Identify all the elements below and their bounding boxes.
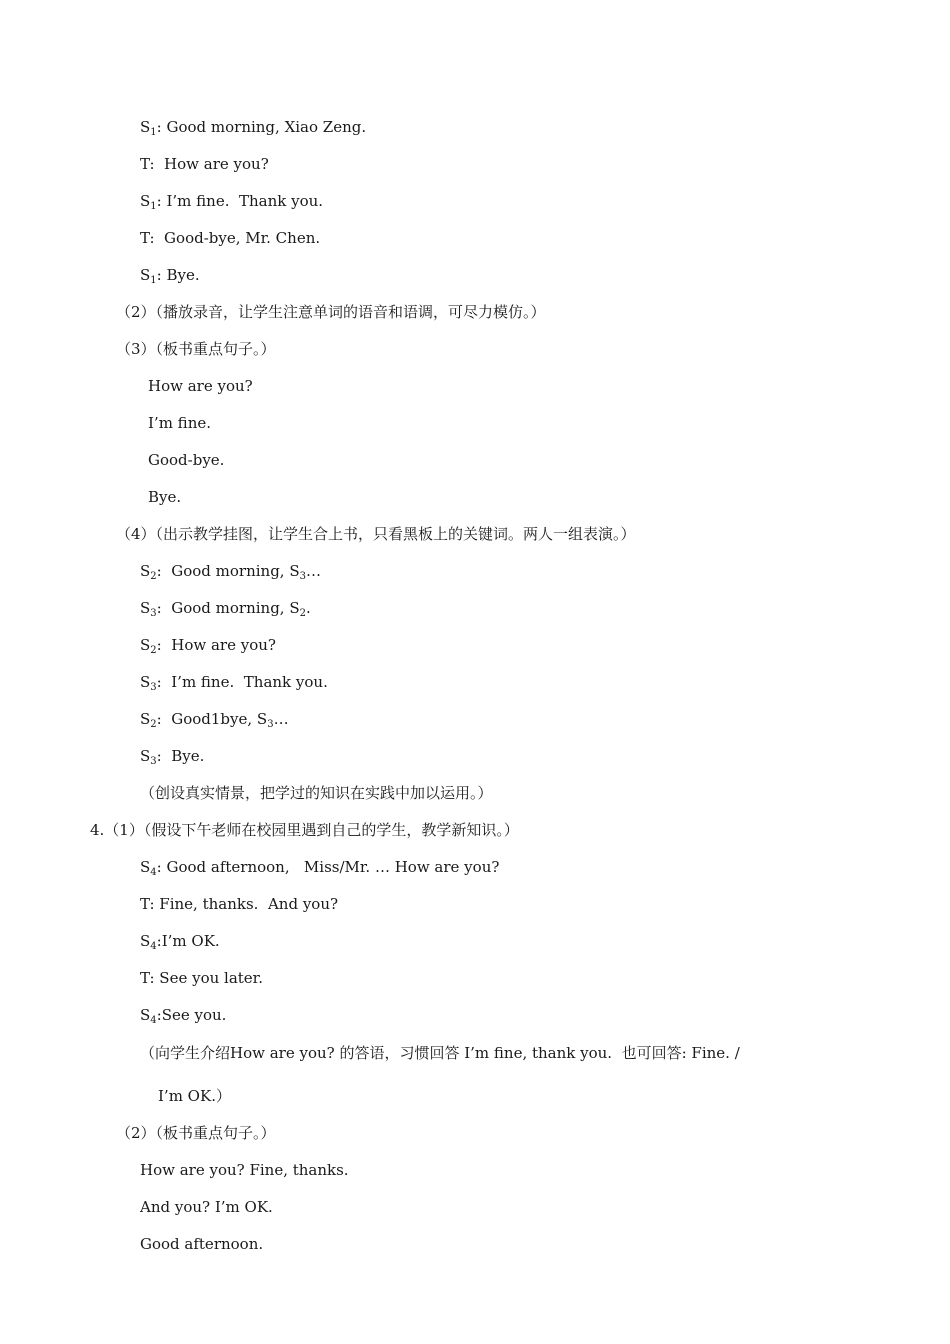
note-line: I’m OK.） [158,1087,231,1105]
dialogue-line: T: Fine, thanks. And you? [140,895,339,913]
key-sentence: How are you? Fine, thanks. [140,1161,349,1179]
key-sentence: How are you? [148,377,253,395]
dialogue-line: $S_1$: Good morning, Xiao Zeng. [140,118,367,138]
dialogue-line: $S_1$: I’m fine. Thank you. [140,192,324,212]
dialogue-line: $S_1$: Bye. [140,266,200,286]
dialogue-line: $S_2$: Good morning, $S_3\dots$ [140,562,321,582]
dialogue-line: $S_3$: I’m fine. Thank you. [140,673,328,693]
key-sentence: And you? I’m OK. [140,1198,273,1216]
key-sentence: Good afternoon. [140,1235,264,1253]
key-sentence: I’m fine. [148,414,211,432]
dialogue-line: $S_3$: Bye. [140,747,205,767]
key-sentence: Bye. [148,488,182,506]
instruction-line: （4）（出示教学挂图，让学生合上书，只看黑板上的关键词。两人一组表演。） [116,525,636,543]
key-sentence: Good-bye. [148,451,225,469]
dialogue-line: $S_4$: Good afternoon, Miss/Mr. … How are you? [140,858,500,878]
section-heading: 4.（1）（假设下午老师在校园里遇到自己的学生，教学新知识。） [90,821,519,839]
dialogue-line: $S_3$: Good morning, $S_2$. [140,599,311,619]
instruction-line: （2）（播放录音，让学生注意单词的语音和语调，可尽力模仿。） [116,303,546,321]
dialogue-line: T: Good-bye, Mr. Chen. [140,229,321,247]
dialogue-line: $S_2$: Good1bye, $S_3\dots$ [140,710,289,730]
dialogue-line: $S_4:See$ you. [140,1006,227,1026]
note-line: （向学生介绍How are you? 的答语，习惯回答 I’m fine, thank you. 也可回答: Fine. / [140,1044,740,1062]
dialogue-line: $S_4:I’m$ OK. [140,932,220,952]
instruction-line: （创设真实情景，把学过的知识在实践中加以运用。） [140,784,493,802]
instruction-line: （3）（板书重点句子。） [116,340,276,358]
dialogue-line: $S_2$: How are you? [140,636,276,656]
dialogue-line: T: How are you? [140,155,269,173]
dialogue-line: T: See you later. [140,969,263,987]
instruction-line: （2）（板书重点句子。） [116,1124,276,1142]
